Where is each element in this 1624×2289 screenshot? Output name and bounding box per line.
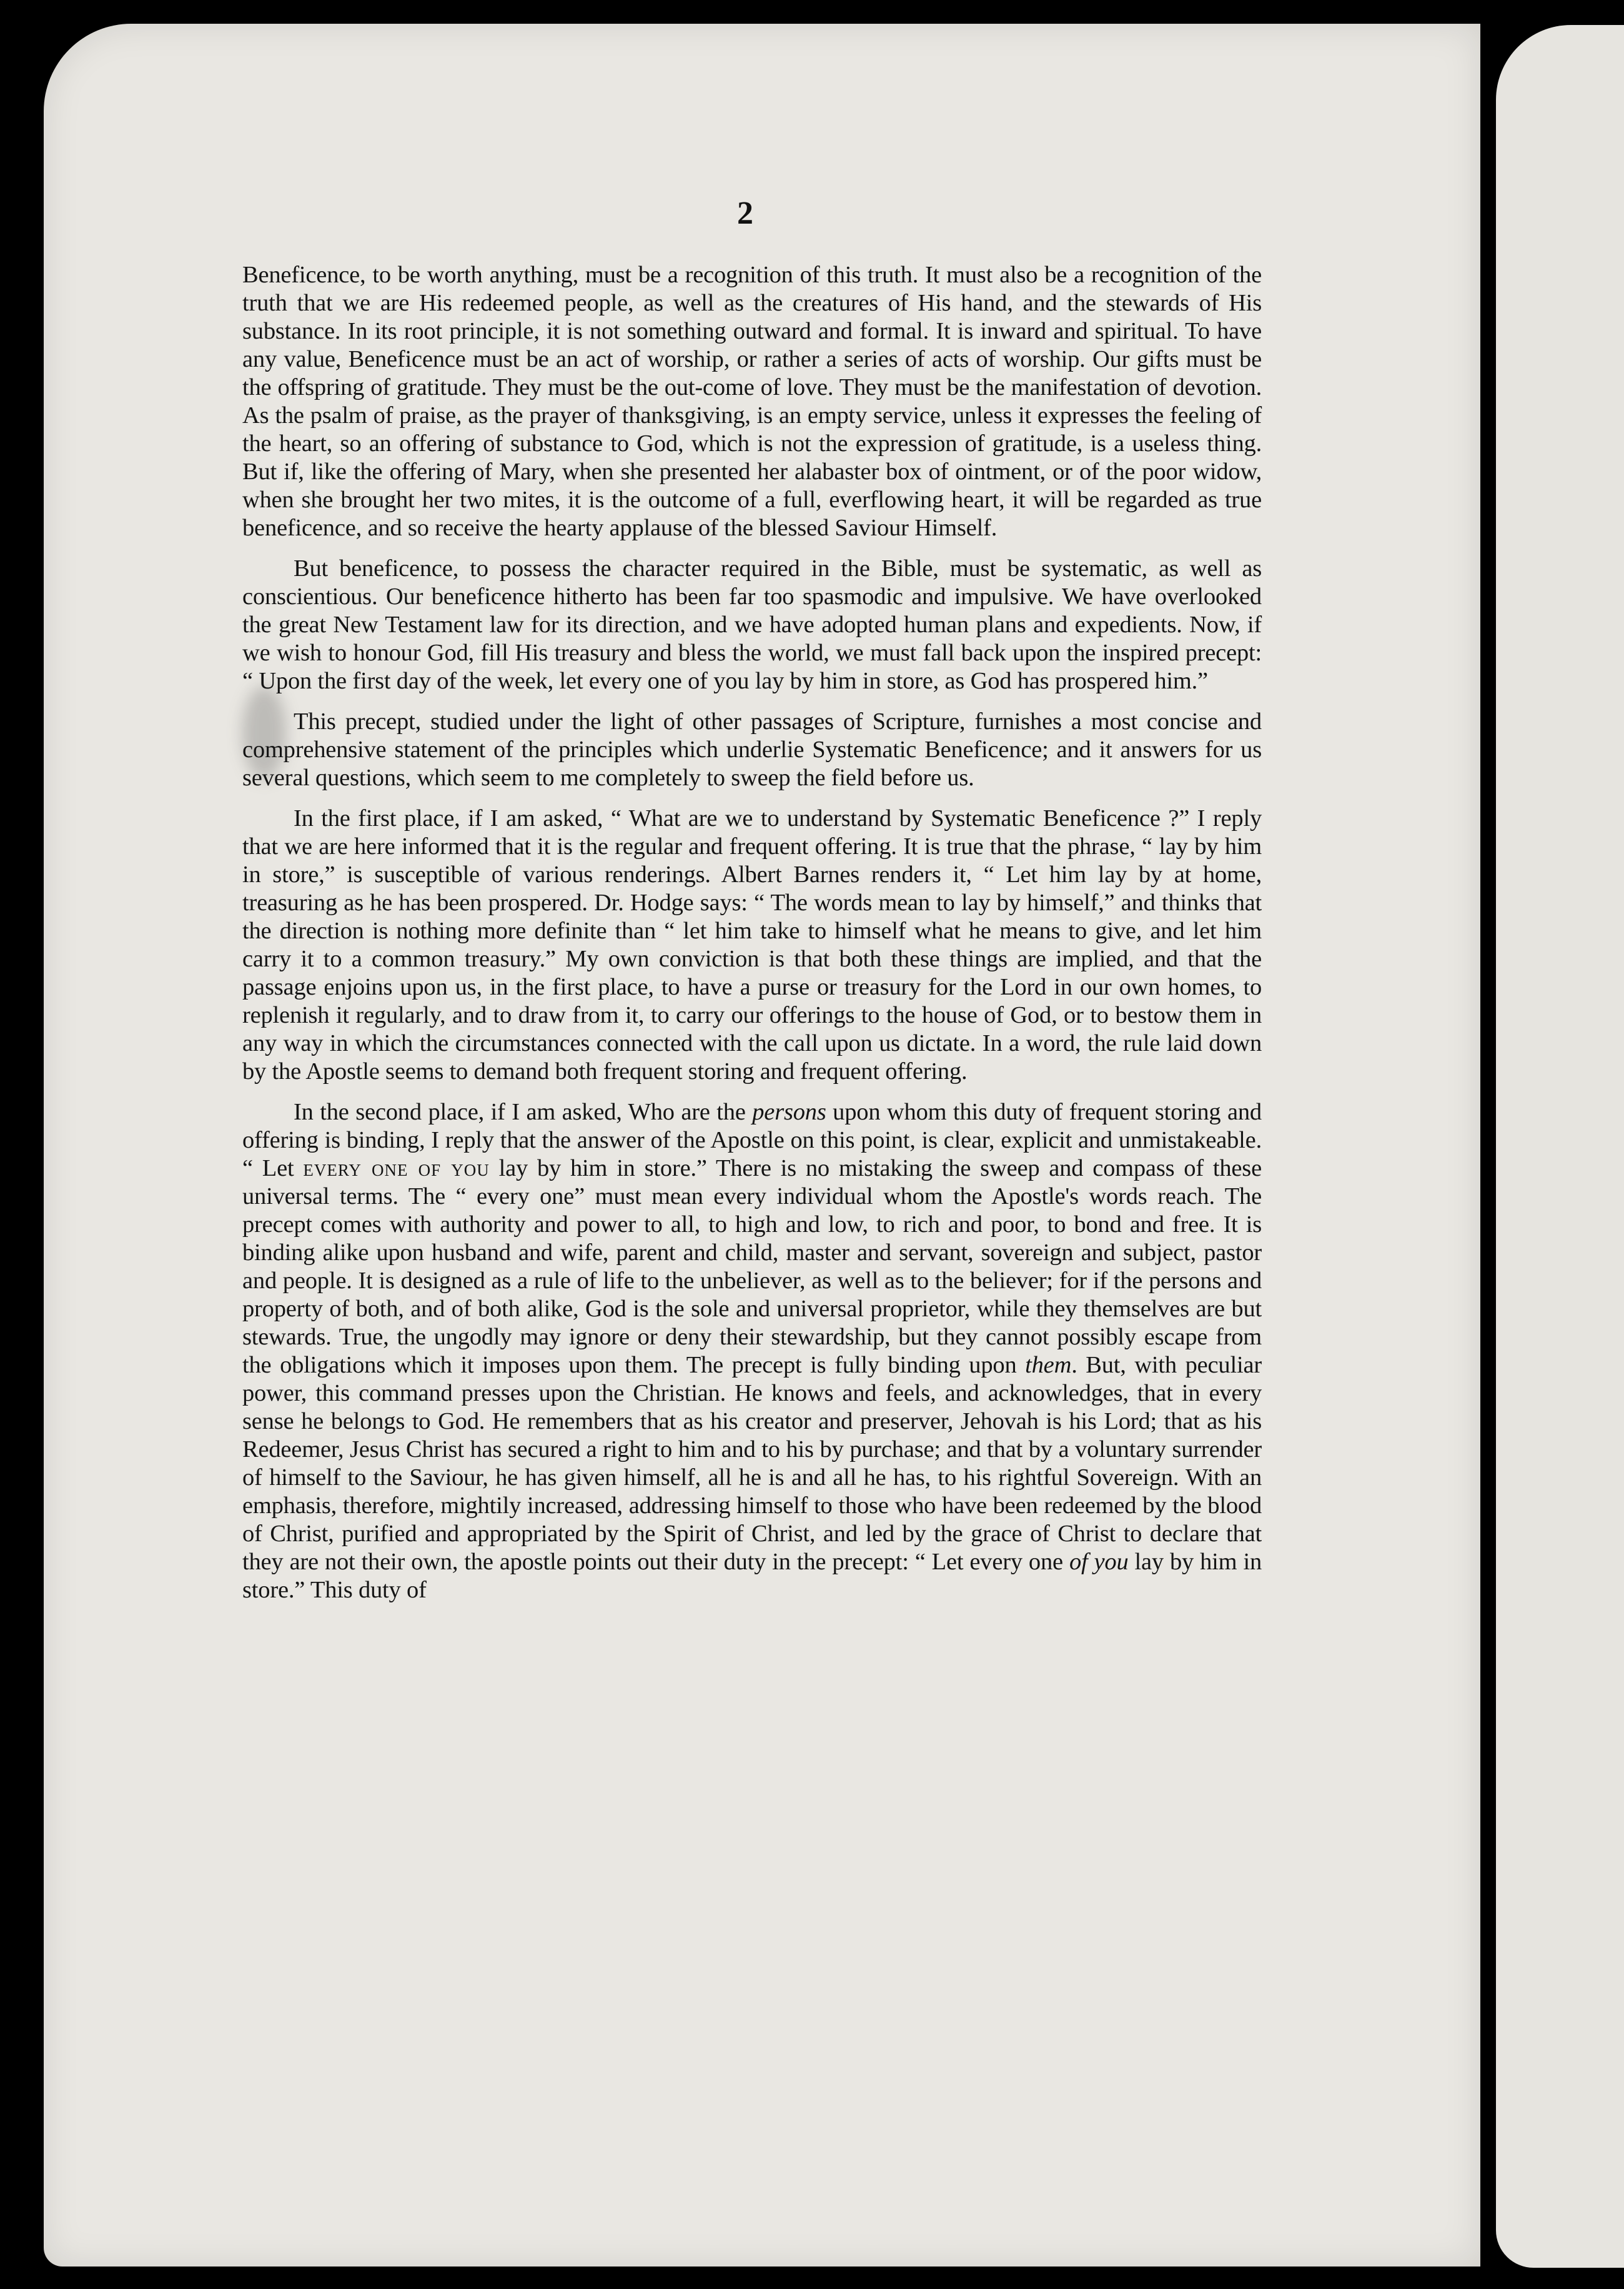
paragraph-5-part-1: In the second place, if I am asked, Who are the (294, 1099, 753, 1125)
emphasis-persons: persons (752, 1099, 826, 1125)
paragraph-2: But beneficence, to possess the character required in the Bible, must be systematic, as well as conscientious. Our beneficence hitherto has been far too spasmodic and impulsive. We have overlooked the great New Testament law for its direction, and we have adopted human plans and expedients. Now, if we wish to honour God, fill His treasury and bless the world, we must fall back upon the inspired precept: “ Upon the first day of the week, let every one of you lay by him in store, as God has prospered him.” (242, 555, 1262, 694)
paragraph-5 (242, 1098, 1262, 1604)
page-number: 2 (737, 196, 753, 231)
emphasis-every-one-of-you: every one of you (303, 1155, 490, 1181)
body-text (242, 261, 1262, 1617)
paragraph-5-part-5: lay by him in store.” This duty of (242, 1549, 1262, 1603)
paragraph-5-part-4: . But, with peculiar power, this command presses upon the Christian. He knows and feels, and acknowledges, that in every sense he belongs to God. He remembers that as his creator and preserver, Jehovah is his Lord; that as his Redeemer, Jesus Christ has secured a right to him and to his by purchase; and that by a voluntary surrender of himself to the Saviour, he has given himself, all he is and all he has, to his rightful Sovereign. With an emphasis, therefore, mightily increased, addressing himself to those who have been redeemed by the blood of Christ, purified and appropriated by the Spirit of Christ, and led by the grace of Christ to declare that they are not their own, the apostle points out their duty in the precept: “ Let every one (242, 1352, 1262, 1575)
paragraph-5-part-2: upon whom this duty of frequent storing and offering is binding, I reply that the answer of the Apostle on this point, is clear, explicit and unmistakeable. “ Let (242, 1099, 1262, 1181)
paragraph-1: Beneficence, to be worth anything, must be a recognition of this truth. It must also be a recognition of the truth that we are His redeemed people, as well as the creatures of His hand, and the stewards of His substance. In its root principle, it is not something outward and formal. It is inward and spiritual. To have any value, Beneficence must be an act of worship, or rather a series of acts of worship. Our gifts must be the offspring of gratitude. They must be the out-come of love. They must be the manifestation of devotion. As the psalm of praise, as the prayer of thanksgiving, is an empty service, unless it expresses the feeling of the heart, so an offering of substance to God, which is not the expression of gratitude, is a useless thing. But if, like the offering of Mary, when she presented her alabaster box of ointment, or of the poor widow, when she brought her two mites, it is the outcome of a full, everflowing heart, it will be regarded as true beneficence, and so receive the hearty applause of the blessed Saviour Himself. (242, 262, 1262, 541)
paragraph-5-part-3: lay by him in store.” There is no mistaking the sweep and compass of these universal terms. The “ every one” must mean every individual whom the Apostle's words reach. The precept comes with authority and power to all, to high and low, to rich and poor, to bond and free. It is binding alike upon husband and wife, parent and child, master and servant, sovereign and subject, pastor and people. It is designed as a rule of life to the unbeliever, as well as to the believer; for if the persons and property of both, and of both alike, God is the sole and universal proprietor, while they themselves are but stewards. True, the ungodly may ignore or deny their stewardship, but they cannot possibly escape from the obligations which it imposes upon them. The precept is fully binding upon (242, 1155, 1262, 1378)
emphasis-them: them (1025, 1352, 1072, 1378)
emphasis-of-you: of you (1069, 1549, 1129, 1575)
paragraph-3: This precept, studied under the light of other passages of Scripture, furnishes a most concise and comprehensive statement of the principles which underlie Systematic Beneficence; and it answers for us several questions, which seem to me completely to sweep the field before us. (242, 708, 1262, 791)
adjacent-page-edge (1496, 25, 1624, 2268)
paragraph-4: In the first place, if I am asked, “ What are we to understand by Systematic Beneficence ?” I reply that we are here informed that it is the regular and frequent offering. It is true that the phrase, “ lay by him in store,” is susceptible of various renderings. Albert Barnes renders it, “ Let him lay by at home, treasuring as he has been prospered. Dr. Hodge says: “ The words mean to lay by himself,” and thinks that the direction is nothing more definite than “ let him take to himself what he means to give, and let him carry it to a common treasury.” My own conviction is that both these things are implied, and that the passage enjoins upon us, in the first place, to have a purse or treasury for the Lord in our own homes, to replenish it regularly, and to draw from it, to carry our offerings to the house of God, or to bestow them in any way in which the circumstances connected with the call upon us dictate. In a word, the rule laid down by the Apostle seems to demand both frequent storing and frequent offering. (242, 805, 1262, 1085)
